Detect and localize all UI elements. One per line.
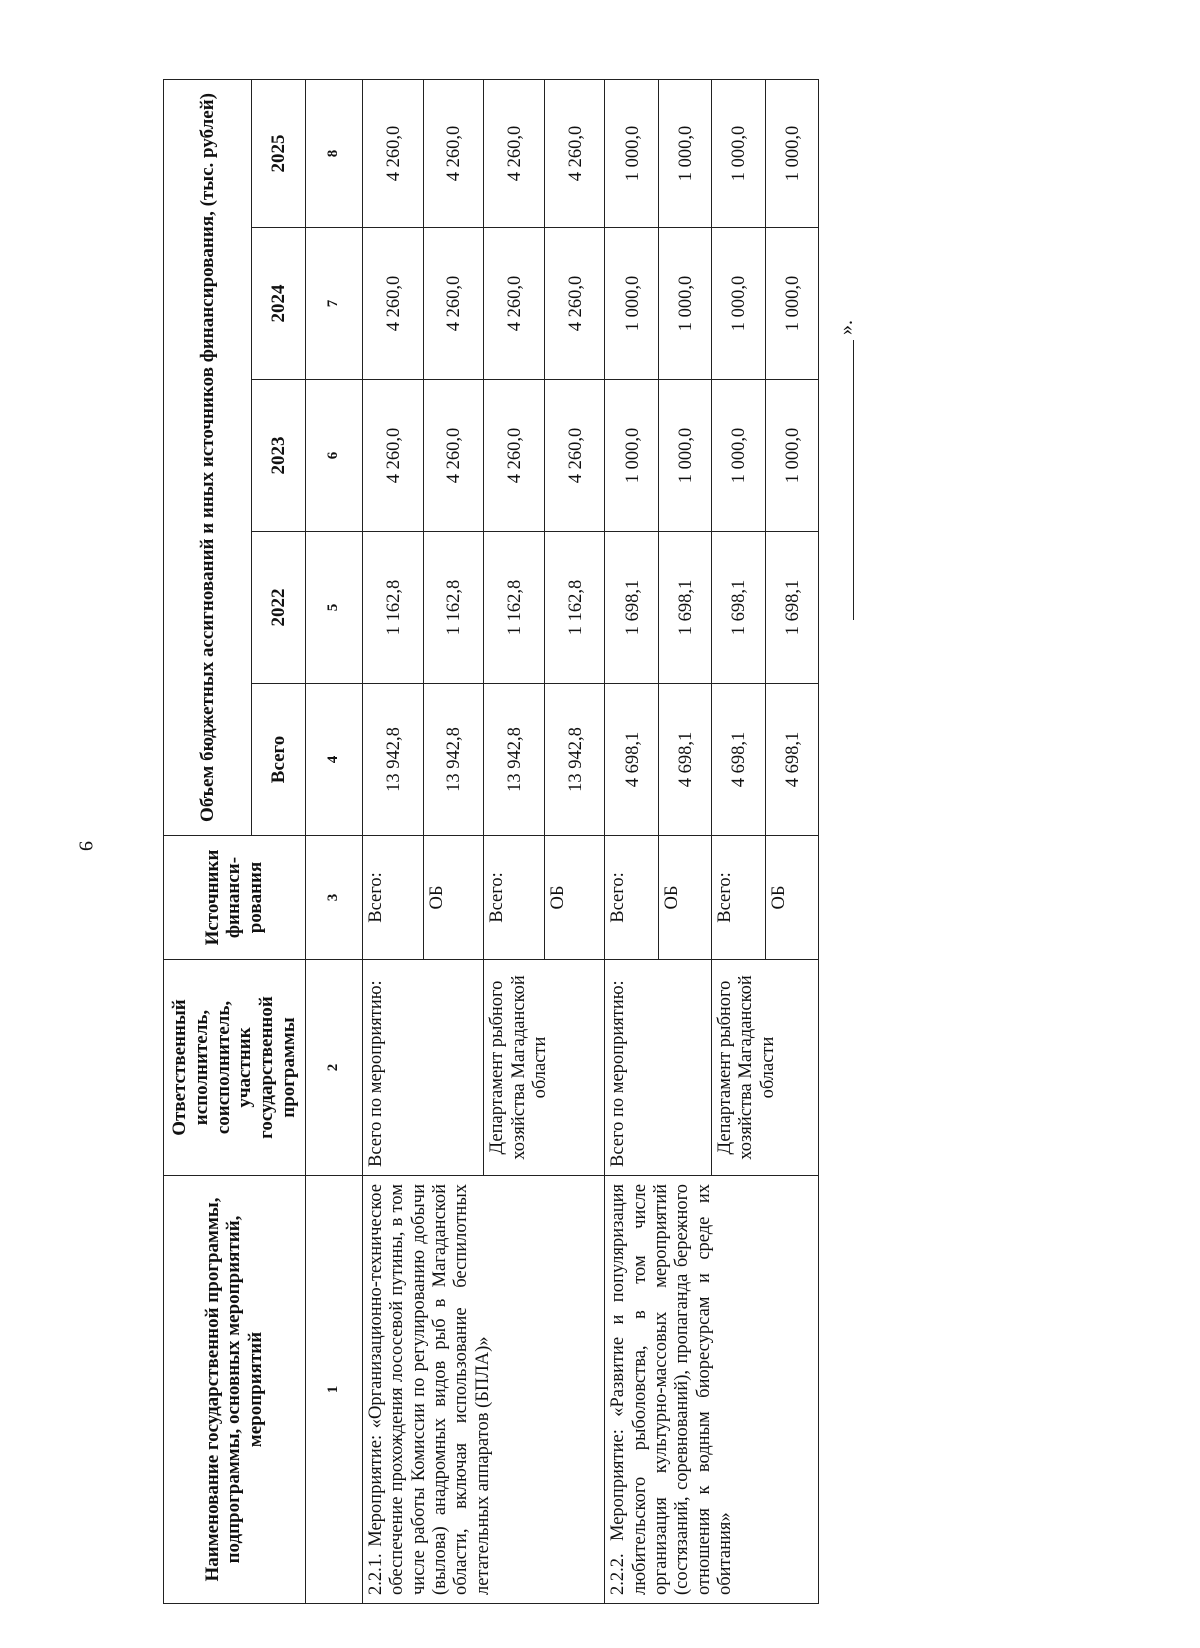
value-cell: 1 000,0	[765, 228, 818, 380]
header-activity-name: Наименование государственной программы, подпрограммы, основных мероприятий, мероприятий	[164, 1176, 306, 1604]
value-cell: 4 698,1	[605, 684, 658, 836]
value-cell: 4 260,0	[544, 79, 605, 227]
funding-table	[163, 79, 819, 1604]
value-cell: 1 000,0	[712, 380, 765, 532]
value-cell: 13 942,8	[423, 684, 484, 836]
funding-source: ОБ	[765, 836, 818, 960]
closing-mark	[835, 260, 885, 620]
header-year-2024: 2024	[252, 228, 305, 380]
value-cell: 4 260,0	[544, 228, 605, 380]
column-number: 4	[305, 684, 362, 836]
value-cell: 1 000,0	[765, 380, 818, 532]
activity-department: Департамент рыбного хозяйства Магаданской области	[712, 960, 819, 1176]
value-cell: 1 162,8	[423, 532, 484, 684]
value-cell: 4 260,0	[544, 380, 605, 532]
value-cell: 4 260,0	[363, 380, 424, 532]
value-cell: 4 260,0	[423, 380, 484, 532]
column-number: 1	[305, 1176, 362, 1604]
column-number: 2	[305, 960, 362, 1176]
funding-source: Всего:	[605, 836, 658, 960]
column-number: 7	[305, 228, 362, 380]
activity-department: Департамент рыбного хозяйства Магаданской области	[484, 960, 605, 1176]
value-cell: 1 000,0	[765, 79, 818, 227]
value-cell: 1 698,1	[712, 532, 765, 684]
value-cell: 1 000,0	[712, 79, 765, 227]
column-number: 3	[305, 836, 362, 960]
funding-source: Всего:	[484, 836, 545, 960]
value-cell: 1 162,8	[363, 532, 424, 684]
header-executor: Ответственный исполнитель, соисполнитель, участник государственной программы	[164, 960, 306, 1176]
value-cell: 1 000,0	[605, 79, 658, 227]
value-cell: 4 698,1	[712, 684, 765, 836]
column-number: 8	[305, 79, 362, 227]
closing-line	[853, 340, 854, 620]
rotated-table-wrapper	[163, 80, 819, 1604]
funding-source: Всего:	[363, 836, 424, 960]
column-number: 6	[305, 380, 362, 532]
header-year-2023: 2023	[252, 380, 305, 532]
value-cell: 4 260,0	[484, 79, 545, 227]
value-cell: 4 260,0	[423, 228, 484, 380]
header-funding-volume: Объем бюджетных ассигнований и иных источников финансирования, (тыс. рублей)	[164, 79, 252, 835]
activity-name: 2.2.1. Мероприятие: «Организационно-техническое обеспечение прохождения лососевой путины, в том числе работы Комиссии по регулированию добычи (вылова) анадромных видов рыб в Магаданской области, включая использование беспилотных летательных аппаратов (БПЛА)»	[363, 1176, 605, 1604]
value-cell: 4 698,1	[658, 684, 711, 836]
value-cell: 1 000,0	[605, 380, 658, 532]
value-cell: 1 698,1	[605, 532, 658, 684]
value-cell: 13 942,8	[544, 684, 605, 836]
value-cell: 4 260,0	[423, 79, 484, 227]
value-cell: 1 698,1	[658, 532, 711, 684]
value-cell: 1 162,8	[544, 532, 605, 684]
value-cell: 1 000,0	[658, 228, 711, 380]
value-cell: 13 942,8	[484, 684, 545, 836]
header-year-total: Всего	[252, 684, 305, 836]
value-cell: 4 698,1	[765, 684, 818, 836]
header-year-2022: 2022	[252, 532, 305, 684]
funding-source: Всего:	[712, 836, 765, 960]
page-number: 9	[74, 841, 97, 851]
value-cell: 1 698,1	[765, 532, 818, 684]
value-cell: 13 942,8	[363, 684, 424, 836]
funding-source: ОБ	[544, 836, 605, 960]
activity-total-label: Всего по мероприятию:	[605, 960, 712, 1176]
header-funding-source: Источники финанси-рования	[164, 836, 306, 960]
value-cell: 1 000,0	[712, 228, 765, 380]
activity-name: 2.2.2. Мероприятие: «Развитие и популяризация любительского рыболовства, в том числе организация культурно-массовых мероприятий (состязаний, соревнований), пропаганда бережного отношения к водным биоресурсам и среде их обитания»	[605, 1176, 819, 1604]
value-cell: 1 000,0	[658, 79, 711, 227]
value-cell: 4 260,0	[484, 380, 545, 532]
value-cell: 4 260,0	[484, 228, 545, 380]
header-year-2025: 2025	[252, 79, 305, 227]
value-cell: 1 000,0	[658, 380, 711, 532]
column-number: 5	[305, 532, 362, 684]
value-cell: 4 260,0	[363, 79, 424, 227]
value-cell: 1 162,8	[484, 532, 545, 684]
funding-source: ОБ	[658, 836, 711, 960]
value-cell: 4 260,0	[363, 228, 424, 380]
value-cell: 1 000,0	[605, 228, 658, 380]
closing-quote: ».	[835, 320, 857, 335]
activity-total-label: Всего по мероприятию:	[363, 960, 484, 1176]
funding-source: ОБ	[423, 836, 484, 960]
